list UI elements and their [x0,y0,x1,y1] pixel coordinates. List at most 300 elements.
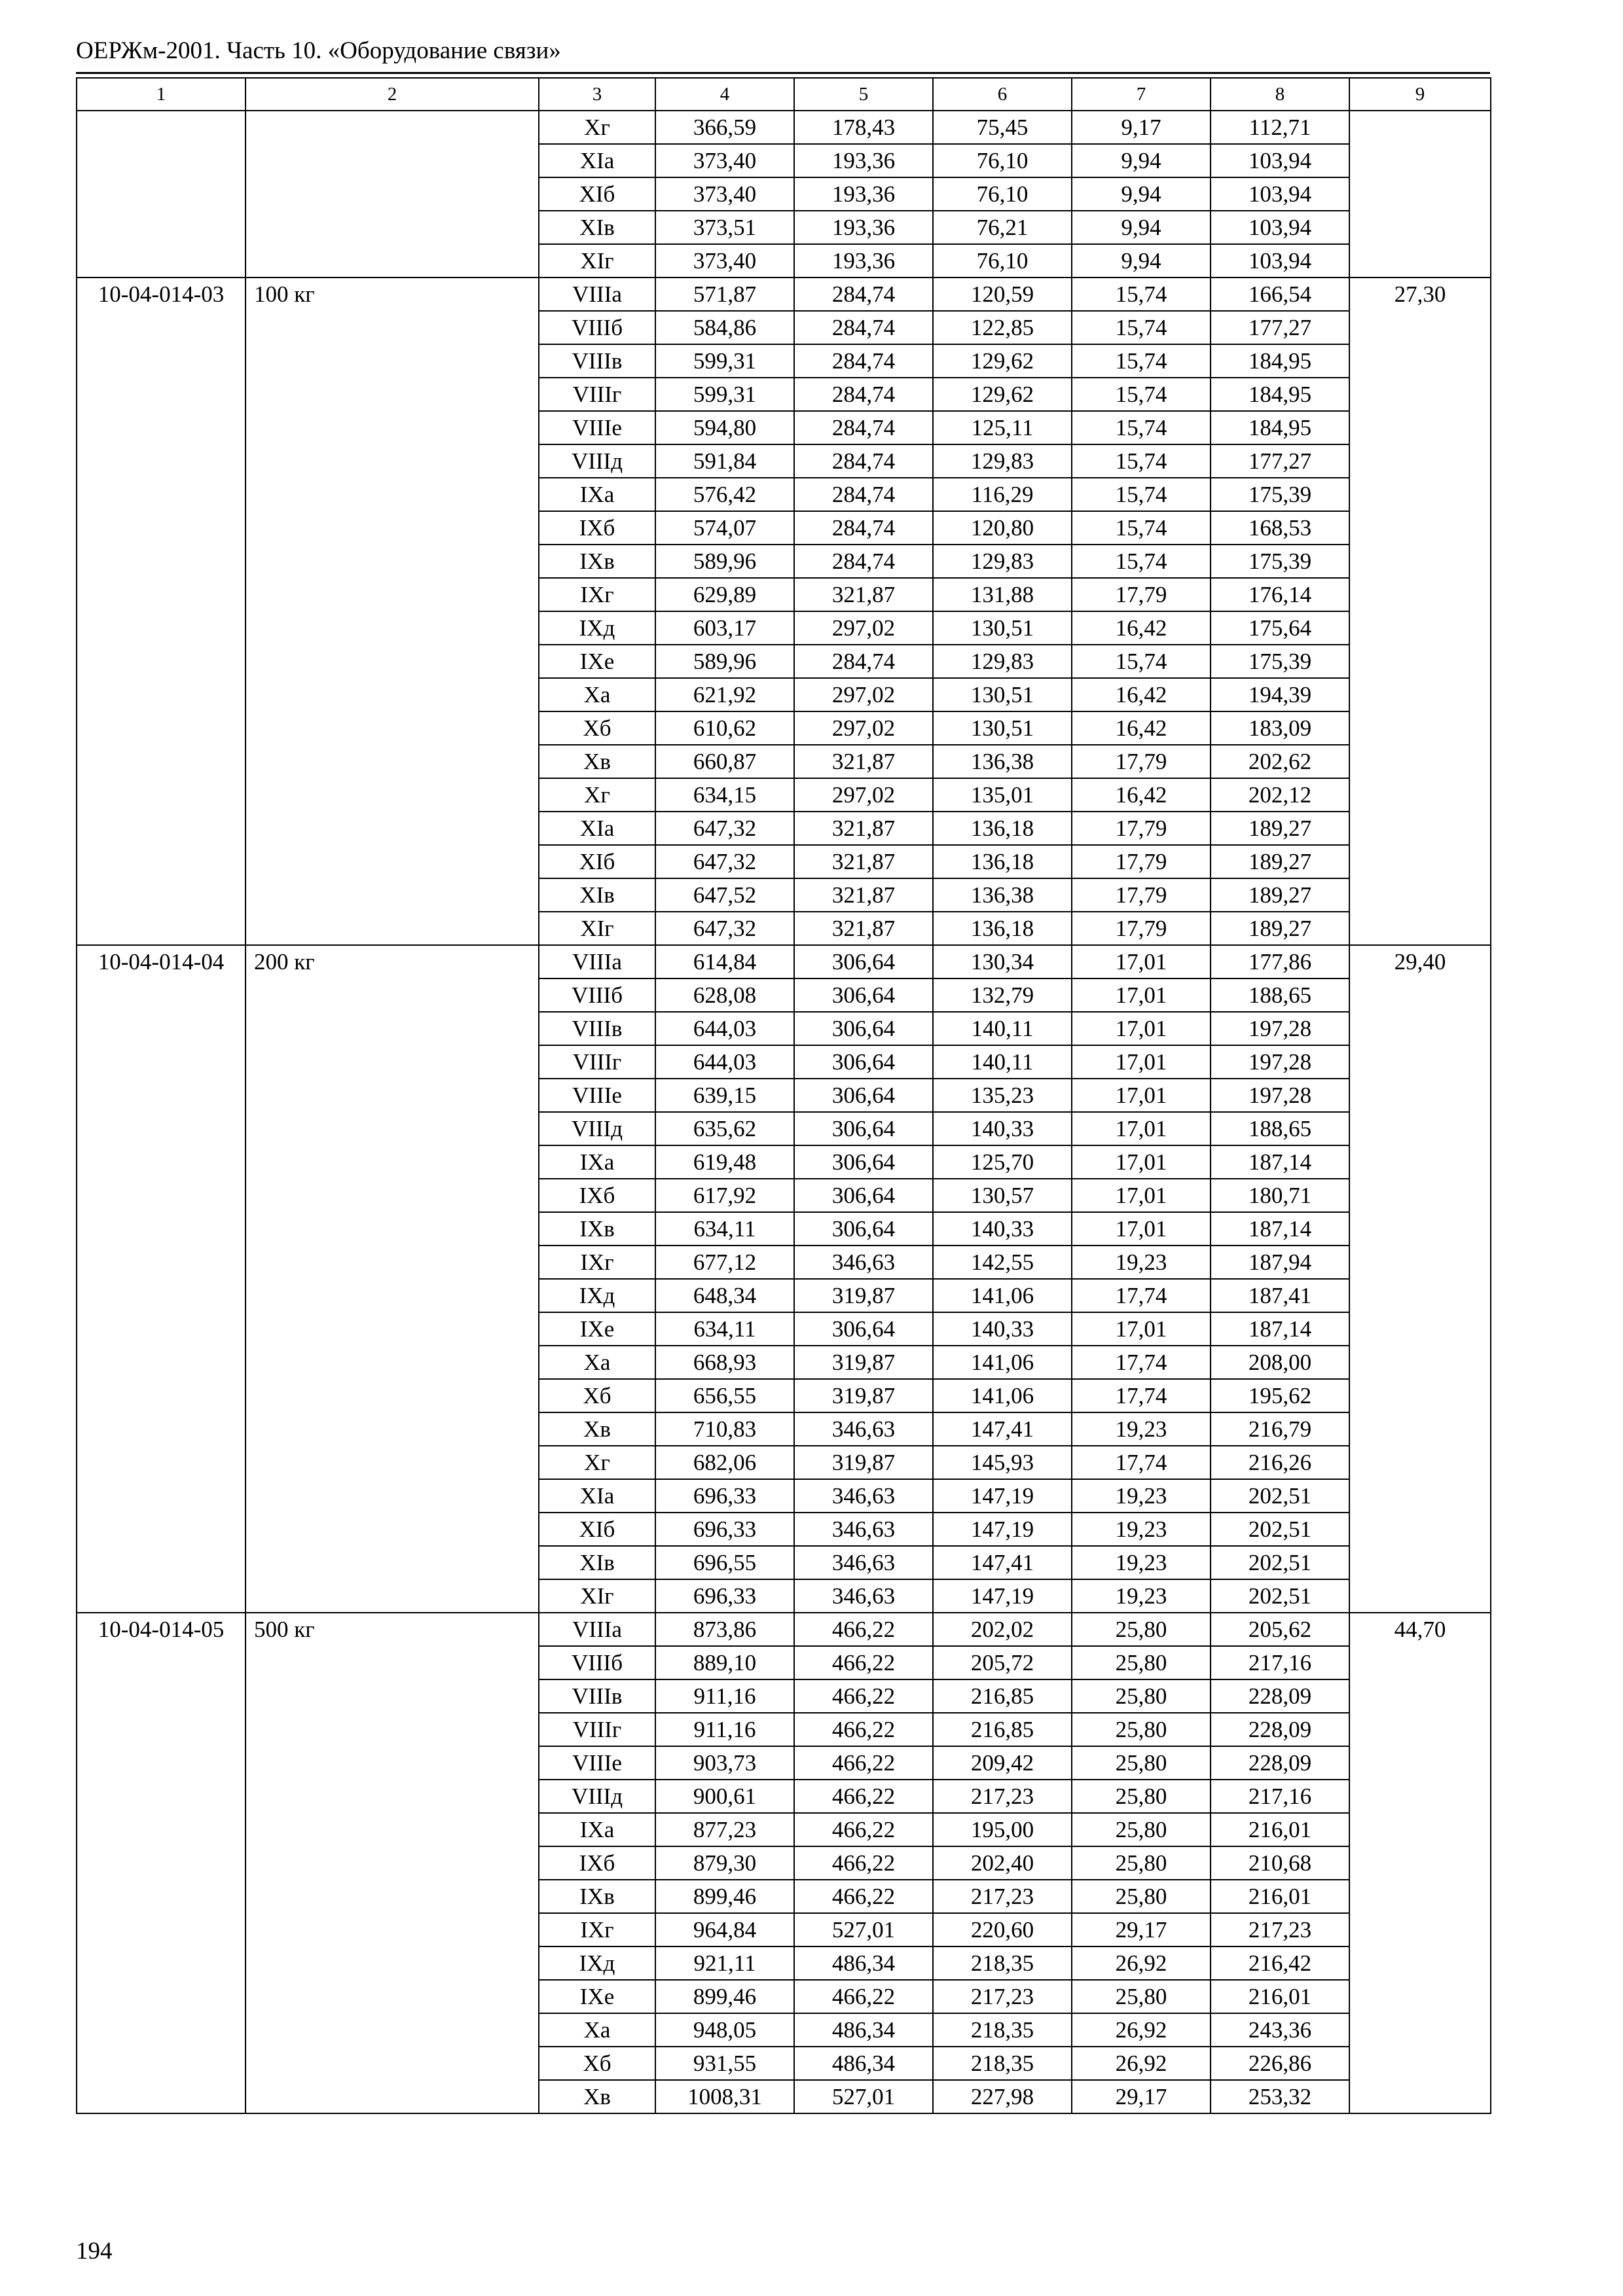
col8-value: 175,64 [1211,611,1349,645]
col8-value: 187,14 [1211,1212,1349,1246]
col8-value: 184,95 [1211,378,1349,411]
col7-value: 16,42 [1072,678,1211,711]
col6-value: 120,80 [933,511,1072,545]
col6-value: 130,51 [933,711,1072,745]
column-number: 6 [933,78,1072,111]
col9-value-cell: 27,30 [1349,278,1491,945]
equipment-mass-cell: 100 кг [246,278,539,945]
col6-value: 202,02 [933,1613,1072,1646]
zone-cell: Xг [539,778,655,812]
col4-value: 964,84 [655,1913,794,1946]
col8-value: 205,62 [1211,1613,1349,1646]
col8-value: 202,12 [1211,778,1349,812]
col8-value: 177,86 [1211,945,1349,978]
col8-value: 103,94 [1211,211,1349,244]
zone-cell: VIIIe [539,1746,655,1780]
zone-cell: XIв [539,878,655,912]
col8-value: 217,23 [1211,1913,1349,1946]
table-row [77,278,1491,311]
zone-cell: VIIIa [539,945,655,978]
equipment-mass-cell: 200 кг [246,945,539,1613]
col7-value: 17,01 [1072,1179,1211,1212]
page-number: 194 [76,2238,113,2265]
col5-value: 306,64 [794,1079,933,1112]
col4-value: 696,33 [655,1479,794,1513]
col6-value: 220,60 [933,1913,1072,1946]
col4-value: 911,16 [655,1713,794,1746]
col5-value: 466,22 [794,1780,933,1813]
col4-value: 599,31 [655,344,794,378]
col4-value: 571,87 [655,278,794,311]
rate-code-cell: 10-04-014-03 [77,278,246,945]
zone-cell: IXв [539,1212,655,1246]
col8-value: 187,14 [1211,1145,1349,1179]
zone-cell: VIIIe [539,411,655,444]
col4-value: 644,03 [655,1045,794,1079]
col5-value: 466,22 [794,1846,933,1880]
col6-value: 217,23 [933,1880,1072,1913]
col8-value: 168,53 [1211,511,1349,545]
zone-cell: XIг [539,912,655,945]
col7-value: 16,42 [1072,611,1211,645]
col6-value: 218,35 [933,2013,1072,2047]
col4-value: 889,10 [655,1646,794,1679]
col7-value: 15,74 [1072,411,1211,444]
col7-value: 25,80 [1072,1646,1211,1679]
col7-value: 17,74 [1072,1379,1211,1412]
col4-value: 900,61 [655,1780,794,1813]
col4-value: 696,55 [655,1546,794,1579]
zone-cell: IXa [539,478,655,511]
zone-cell: VIIIб [539,311,655,344]
zone-cell: VIIIa [539,1613,655,1646]
col7-value: 17,01 [1072,978,1211,1012]
col6-value: 76,21 [933,211,1072,244]
zone-cell: XIг [539,244,655,278]
col8-value: 228,09 [1211,1679,1349,1713]
rates-table [76,77,1491,2114]
col4-value: 628,08 [655,978,794,1012]
col4-value: 594,80 [655,411,794,444]
col5-value: 306,64 [794,1045,933,1079]
rates-table-body [77,78,1491,2113]
col7-value: 17,79 [1072,578,1211,611]
col6-value: 202,40 [933,1846,1072,1880]
col8-value: 103,94 [1211,244,1349,278]
col5-value: 346,63 [794,1513,933,1546]
col5-value: 306,64 [794,945,933,978]
column-number: 3 [539,78,655,111]
col8-value: 197,28 [1211,1079,1349,1112]
col4-value: 373,51 [655,211,794,244]
col6-value: 129,83 [933,444,1072,478]
col5-value: 321,87 [794,912,933,945]
col7-value: 17,01 [1072,1079,1211,1112]
col8-value: 188,65 [1211,1112,1349,1145]
col5-value: 284,74 [794,545,933,578]
col8-value: 208,00 [1211,1346,1349,1379]
col7-value: 25,80 [1072,1980,1211,2013]
zone-cell: Xг [539,1446,655,1479]
col5-value: 193,36 [794,211,933,244]
col6-value: 147,19 [933,1513,1072,1546]
col5-value: 346,63 [794,1246,933,1279]
col8-value: 176,14 [1211,578,1349,611]
zone-cell: IXв [539,545,655,578]
zone-cell: VIIIг [539,1045,655,1079]
col7-value: 16,42 [1072,711,1211,745]
col7-value: 17,01 [1072,1212,1211,1246]
col5-value: 466,22 [794,1746,933,1780]
col6-value: 216,85 [933,1679,1072,1713]
zone-cell: Xб [539,2047,655,2080]
col6-value: 140,11 [933,1045,1072,1079]
col8-value: 103,94 [1211,177,1349,211]
col7-value: 15,74 [1072,645,1211,678]
col7-value: 17,79 [1072,745,1211,778]
zone-cell: IXб [539,1179,655,1212]
col4-value: 589,96 [655,645,794,678]
col6-value: 147,19 [933,1579,1072,1613]
zone-cell: IXд [539,611,655,645]
col7-value: 17,74 [1072,1346,1211,1379]
col5-value: 319,87 [794,1446,933,1479]
column-number-row [77,78,1491,111]
col8-value: 216,01 [1211,1813,1349,1846]
col6-value: 147,41 [933,1412,1072,1446]
col5-value: 284,74 [794,478,933,511]
col6-value: 140,11 [933,1012,1072,1045]
col8-value: 216,42 [1211,1946,1349,1980]
zone-cell: VIIIг [539,1713,655,1746]
zone-cell: VIIIг [539,378,655,411]
col7-value: 15,74 [1072,378,1211,411]
col6-value: 147,41 [933,1546,1072,1579]
col4-value: 899,46 [655,1980,794,2013]
col6-value: 135,01 [933,778,1072,812]
col7-value: 15,74 [1072,444,1211,478]
zone-cell: IXa [539,1813,655,1846]
col4-value: 644,03 [655,1012,794,1045]
col8-value: 184,95 [1211,344,1349,378]
zone-cell: VIIIв [539,1679,655,1713]
col4-value: 373,40 [655,244,794,278]
zone-cell: IXд [539,1946,655,1980]
col7-value: 26,92 [1072,2013,1211,2047]
col8-value: 228,09 [1211,1713,1349,1746]
col7-value: 15,74 [1072,545,1211,578]
col8-value: 175,39 [1211,545,1349,578]
col8-value: 177,27 [1211,311,1349,344]
zone-cell: Xa [539,1346,655,1379]
col5-value: 306,64 [794,1012,933,1045]
zone-cell: XIб [539,845,655,878]
zone-cell: Xв [539,1412,655,1446]
col7-value: 19,23 [1072,1579,1211,1613]
col4-value: 660,87 [655,745,794,778]
zone-cell: IXг [539,1246,655,1279]
col8-value: 187,14 [1211,1312,1349,1346]
col8-value: 187,41 [1211,1279,1349,1312]
col6-value: 136,18 [933,812,1072,845]
col5-value: 306,64 [794,1179,933,1212]
col7-value: 17,01 [1072,945,1211,978]
col6-value: 120,59 [933,278,1072,311]
col7-value: 25,80 [1072,1813,1211,1846]
col4-value: 931,55 [655,2047,794,2080]
col7-value: 9,17 [1072,111,1211,144]
col8-value: 243,36 [1211,2013,1349,2047]
col4-value: 1008,31 [655,2080,794,2113]
equipment-mass-cell [246,111,539,278]
col4-value: 948,05 [655,2013,794,2047]
col4-value: 589,96 [655,545,794,578]
col7-value: 15,74 [1072,511,1211,545]
col4-value: 617,92 [655,1179,794,1212]
col7-value: 25,80 [1072,1780,1211,1813]
col4-value: 610,62 [655,711,794,745]
col5-value: 306,64 [794,1312,933,1346]
col7-value: 17,01 [1072,1012,1211,1045]
zone-cell: VIIIд [539,1112,655,1145]
zone-cell: XIб [539,177,655,211]
page-header-title: ОЕРЖм-2001. Часть 10. «Оборудование связи» [76,37,561,64]
col7-value: 19,23 [1072,1246,1211,1279]
col8-value: 197,28 [1211,1045,1349,1079]
col4-value: 710,83 [655,1412,794,1446]
zone-cell: Xг [539,111,655,144]
col5-value: 466,22 [794,1880,933,1913]
col4-value: 647,32 [655,845,794,878]
col7-value: 29,17 [1072,2080,1211,2113]
zone-cell: IXг [539,1913,655,1946]
col5-value: 346,63 [794,1412,933,1446]
zone-cell: VIIIд [539,444,655,478]
col4-value: 682,06 [655,1446,794,1479]
col5-value: 319,87 [794,1346,933,1379]
col5-value: 466,22 [794,1613,933,1646]
col7-value: 15,74 [1072,278,1211,311]
column-number: 1 [77,78,246,111]
col7-value: 15,74 [1072,478,1211,511]
col6-value: 142,55 [933,1246,1072,1279]
col7-value: 17,74 [1072,1446,1211,1479]
col5-value: 466,22 [794,1646,933,1679]
col6-value: 130,51 [933,678,1072,711]
col7-value: 9,94 [1072,144,1211,177]
col8-value: 194,39 [1211,678,1349,711]
equipment-mass-cell: 500 кг [246,1613,539,2113]
col4-value: 647,32 [655,812,794,845]
col8-value: 184,95 [1211,411,1349,444]
col4-value: 635,62 [655,1112,794,1145]
col6-value: 195,00 [933,1813,1072,1846]
col5-value: 306,64 [794,1212,933,1246]
rate-code-cell [77,111,246,278]
col4-value: 634,15 [655,778,794,812]
column-number: 5 [794,78,933,111]
col8-value: 189,27 [1211,912,1349,945]
col5-value: 346,63 [794,1479,933,1513]
column-number: 2 [246,78,539,111]
col5-value: 527,01 [794,2080,933,2113]
col7-value: 17,79 [1072,812,1211,845]
zone-cell: VIIIв [539,344,655,378]
col8-value: 187,94 [1211,1246,1349,1279]
col4-value: 879,30 [655,1846,794,1880]
col4-value: 877,23 [655,1813,794,1846]
col4-value: 373,40 [655,177,794,211]
zone-cell: XIв [539,211,655,244]
zone-cell: Xa [539,2013,655,2047]
table-row [77,1613,1491,1646]
zone-cell: Xв [539,745,655,778]
col4-value: 668,93 [655,1346,794,1379]
col6-value: 209,42 [933,1746,1072,1780]
table-row [77,945,1491,978]
col4-value: 899,46 [655,1880,794,1913]
col7-value: 19,23 [1072,1479,1211,1513]
col8-value: 216,01 [1211,1980,1349,2013]
col8-value: 202,51 [1211,1479,1349,1513]
col6-value: 141,06 [933,1379,1072,1412]
col8-value: 202,51 [1211,1513,1349,1546]
col4-value: 373,40 [655,144,794,177]
col8-value: 217,16 [1211,1646,1349,1679]
col5-value: 306,64 [794,1112,933,1145]
col4-value: 576,42 [655,478,794,511]
col7-value: 25,80 [1072,1880,1211,1913]
col7-value: 9,94 [1072,177,1211,211]
col4-value: 873,86 [655,1613,794,1646]
col7-value: 25,80 [1072,1713,1211,1746]
col4-value: 629,89 [655,578,794,611]
col8-value: 202,51 [1211,1579,1349,1613]
col6-value: 116,29 [933,478,1072,511]
col6-value: 129,62 [933,344,1072,378]
col5-value: 284,74 [794,511,933,545]
col5-value: 466,22 [794,1679,933,1713]
col6-value: 132,79 [933,978,1072,1012]
zone-cell: XIб [539,1513,655,1546]
col4-value: 903,73 [655,1746,794,1780]
zone-cell: VIIIв [539,1012,655,1045]
col6-value: 76,10 [933,244,1072,278]
header-rule [76,72,1490,74]
col9-value-cell: 29,40 [1349,945,1491,1613]
col5-value: 284,74 [794,278,933,311]
col6-value: 76,10 [933,177,1072,211]
col4-value: 639,15 [655,1079,794,1112]
col5-value: 346,63 [794,1579,933,1613]
col7-value: 26,92 [1072,2047,1211,2080]
col5-value: 284,74 [794,378,933,411]
col4-value: 614,84 [655,945,794,978]
col6-value: 217,23 [933,1780,1072,1813]
col7-value: 25,80 [1072,1679,1211,1713]
col9-value-cell: 44,70 [1349,1613,1491,2113]
col7-value: 17,01 [1072,1312,1211,1346]
col5-value: 284,74 [794,344,933,378]
zone-cell: IXe [539,1312,655,1346]
col8-value: 217,16 [1211,1780,1349,1813]
col6-value: 130,34 [933,945,1072,978]
zone-cell: VIIIe [539,1079,655,1112]
rate-code-cell: 10-04-014-04 [77,945,246,1613]
col8-value: 210,68 [1211,1846,1349,1880]
zone-cell: XIг [539,1579,655,1613]
col7-value: 17,01 [1072,1145,1211,1179]
col4-value: 584,86 [655,311,794,344]
col4-value: 634,11 [655,1212,794,1246]
col8-value: 175,39 [1211,478,1349,511]
col5-value: 284,74 [794,645,933,678]
col8-value: 175,39 [1211,645,1349,678]
col4-value: 574,07 [655,511,794,545]
col5-value: 306,64 [794,978,933,1012]
zone-cell: IXб [539,511,655,545]
col6-value: 227,98 [933,2080,1072,2113]
col7-value: 19,23 [1072,1412,1211,1446]
col4-value: 921,11 [655,1946,794,1980]
col6-value: 75,45 [933,111,1072,144]
col8-value: 202,51 [1211,1546,1349,1579]
col8-value: 180,71 [1211,1179,1349,1212]
col6-value: 136,38 [933,878,1072,912]
col7-value: 9,94 [1072,244,1211,278]
col4-value: 656,55 [655,1379,794,1412]
zone-cell: Xa [539,678,655,711]
zone-cell: IXг [539,578,655,611]
col8-value: 189,27 [1211,812,1349,845]
col6-value: 125,11 [933,411,1072,444]
col8-value: 195,62 [1211,1379,1349,1412]
col7-value: 25,80 [1072,1613,1211,1646]
col7-value: 17,74 [1072,1279,1211,1312]
column-number: 9 [1349,78,1491,111]
col4-value: 696,33 [655,1513,794,1546]
col5-value: 321,87 [794,845,933,878]
col5-value: 466,22 [794,1813,933,1846]
col6-value: 136,18 [933,845,1072,878]
col8-value: 228,09 [1211,1746,1349,1780]
col4-value: 591,84 [655,444,794,478]
col6-value: 147,19 [933,1479,1072,1513]
zone-cell: XIa [539,144,655,177]
col6-value: 136,18 [933,912,1072,945]
col4-value: 677,12 [655,1246,794,1279]
col5-value: 321,87 [794,812,933,845]
col8-value: 189,27 [1211,878,1349,912]
zone-cell: IXб [539,1846,655,1880]
col8-value: 216,26 [1211,1446,1349,1479]
col5-value: 466,22 [794,1980,933,2013]
col4-value: 648,34 [655,1279,794,1312]
col5-value: 178,43 [794,111,933,144]
zone-cell: XIa [539,1479,655,1513]
col8-value: 188,65 [1211,978,1349,1012]
col6-value: 218,35 [933,1946,1072,1980]
col8-value: 253,32 [1211,2080,1349,2113]
col4-value: 696,33 [655,1579,794,1613]
col5-value: 321,87 [794,878,933,912]
zone-cell: XIa [539,812,655,845]
zone-cell: Xб [539,711,655,745]
col7-value: 25,80 [1072,1746,1211,1780]
zone-cell: Xв [539,2080,655,2113]
col6-value: 76,10 [933,144,1072,177]
col7-value: 9,94 [1072,211,1211,244]
